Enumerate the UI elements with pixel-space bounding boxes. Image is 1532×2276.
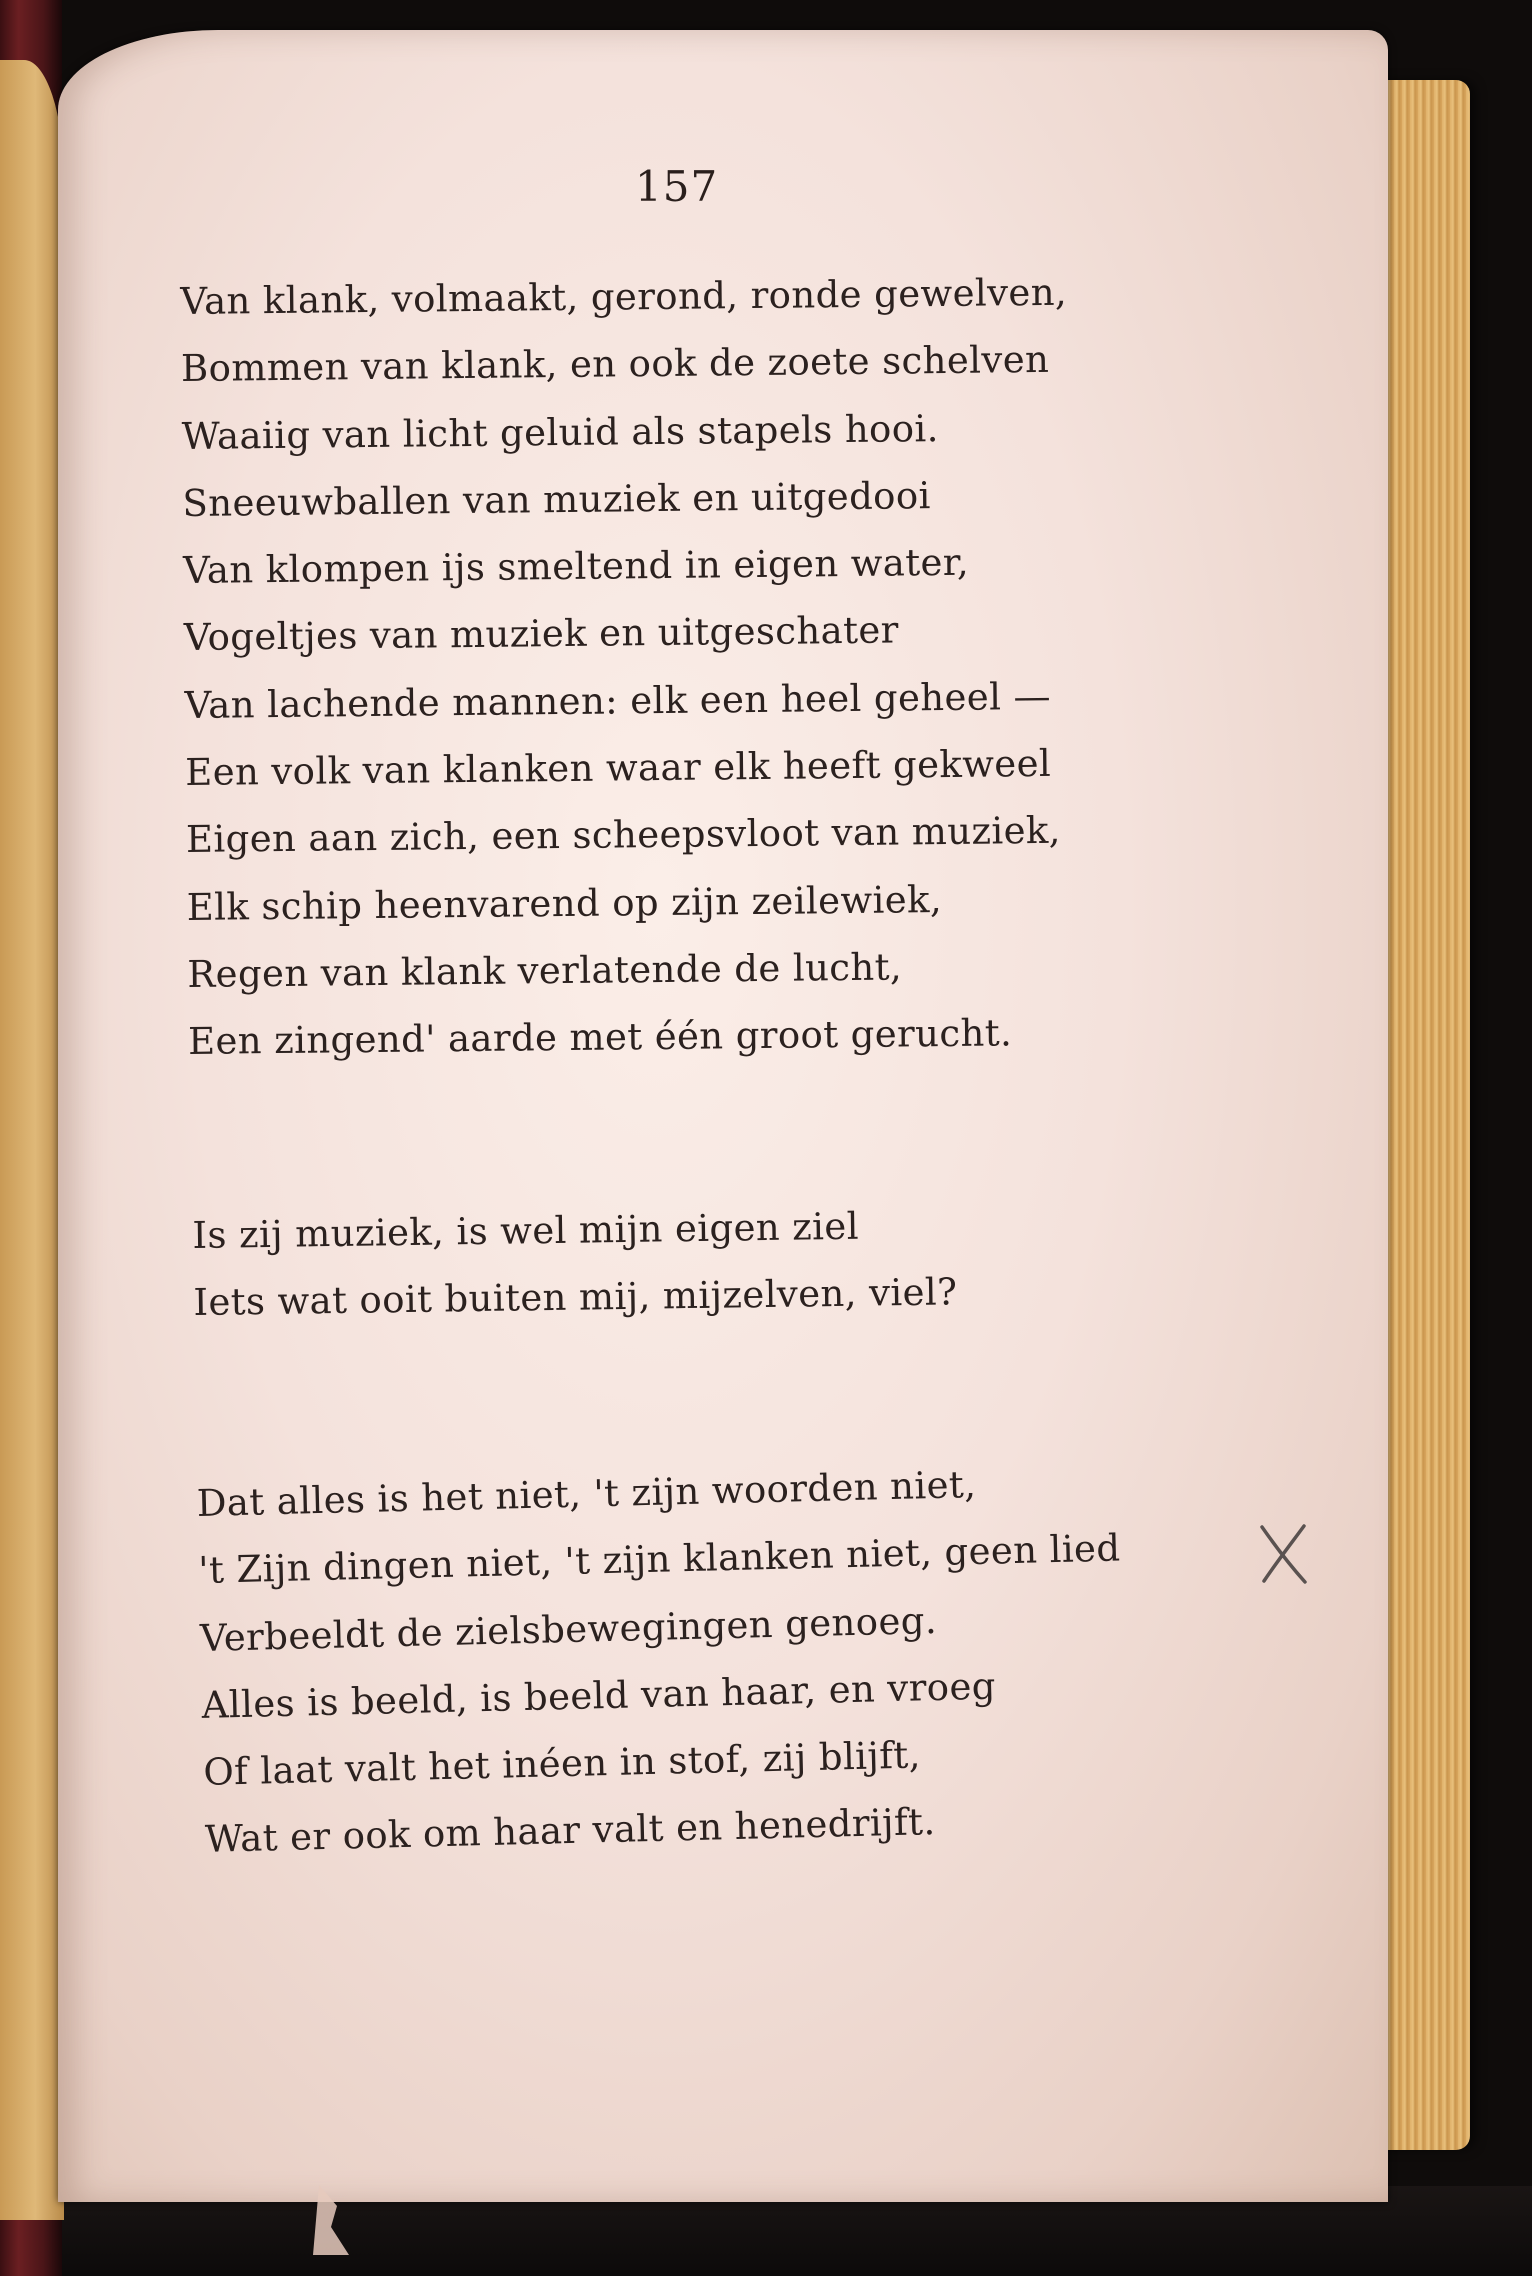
page-number: 157 bbox=[635, 162, 719, 211]
poem-line: Verbeeldt de zielsbewegingen genoeg. bbox=[199, 1598, 938, 1660]
poem-line: Van klank, volmaakt, gerond, ronde gewelven, bbox=[180, 270, 1068, 323]
poem-line: Een volk van klanken waar elk heeft gekweel bbox=[185, 741, 1052, 795]
poem-line: Een zingend' aarde met één groot gerucht. bbox=[187, 1011, 1013, 1064]
poem-line: 't Zijn dingen niet, 't zijn klanken niet, geen lied bbox=[197, 1526, 1121, 1593]
poem-line: Waaiig van licht geluid als stapels hooi. bbox=[181, 406, 940, 458]
pencil-x-mark-icon bbox=[1258, 1523, 1310, 1585]
poem-line: Wat er ook om haar valt en henedrijft. bbox=[204, 1800, 937, 1862]
poem-line: Vogeltjes van muziek en uitgeschater bbox=[183, 608, 899, 660]
left-page-edge bbox=[0, 60, 64, 2220]
poem-line: Van lachende mannen: elk een heel geheel — bbox=[184, 674, 1052, 727]
poem-line: Bommen van klank, en ook de zoete schelven bbox=[180, 338, 1050, 391]
stanza bbox=[180, 259, 1075, 1076]
poem-line: Regen van klank verlatende de lucht, bbox=[187, 945, 903, 996]
poem-line: Van klompen ijs smeltend in eigen water, bbox=[182, 540, 970, 593]
poem-line: Of laat valt het inéen in stof, zij blijft, bbox=[202, 1733, 922, 1795]
poem-line: Sneeuwballen van muziek en uitgedooi bbox=[182, 474, 931, 525]
poem-line: Iets wat ooit buiten mij, mijzelven, viel? bbox=[193, 1270, 958, 1325]
poem-line: Dat alles is het niet, 't zijn woorden niet, bbox=[196, 1462, 977, 1525]
poem-line: Alles is beeld, is beeld van haar, en vroeg bbox=[201, 1664, 997, 1727]
stanza bbox=[192, 1191, 958, 1336]
poem-line: Is zij muziek, is wel mijn eigen ziel bbox=[192, 1204, 860, 1257]
stanza bbox=[196, 1447, 1128, 1873]
poem-line: Eigen aan zich, een scheepsvloot van muziek, bbox=[185, 809, 1062, 862]
poem-line: Elk schip heenvarend op zijn zeilewiek, bbox=[186, 877, 943, 929]
